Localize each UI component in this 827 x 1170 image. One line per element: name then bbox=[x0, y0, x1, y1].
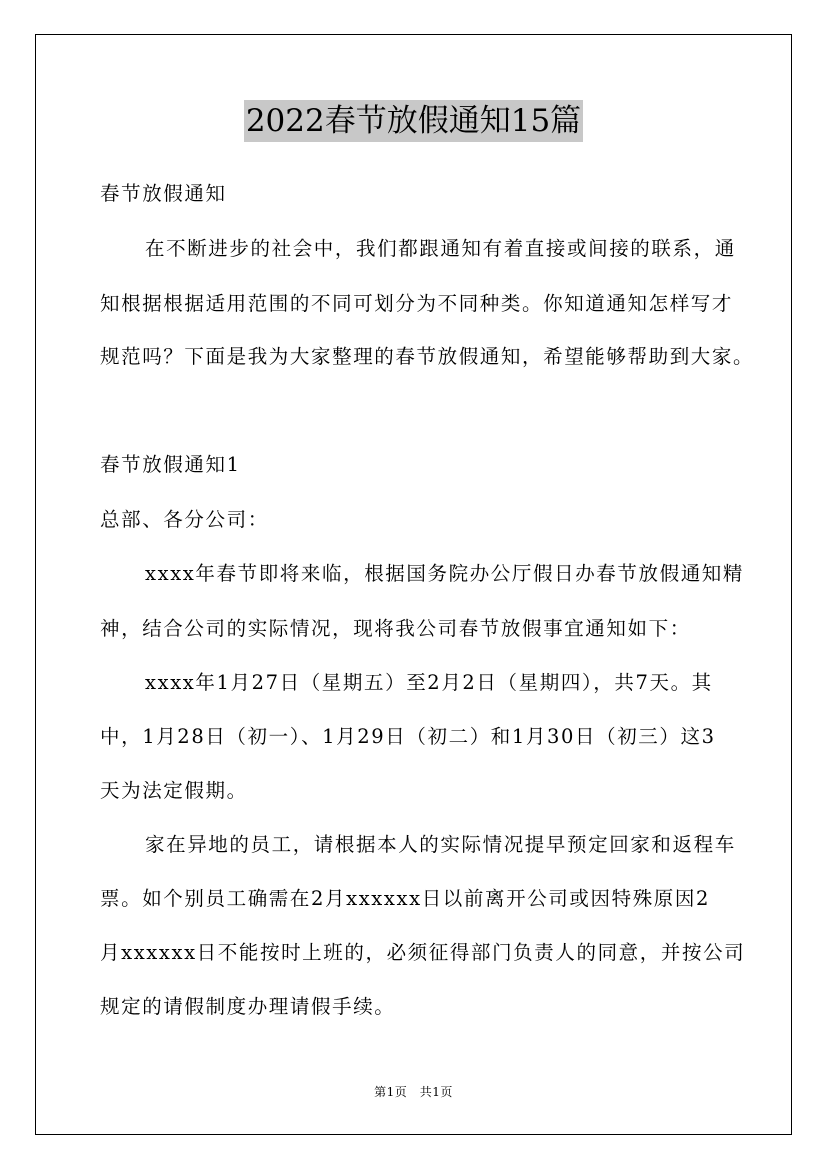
section-heading: 春节放假通知 bbox=[100, 182, 227, 205]
section-heading: 春节放假通知1 bbox=[100, 453, 241, 476]
title-container bbox=[0, 100, 827, 142]
page-footer: 第1页 共1页 bbox=[374, 1085, 453, 1099]
paragraph-line: 月xxxxxx日不能按时上班的，必须征得部门负责人的同意，并按公司 bbox=[100, 941, 746, 964]
salutation: 总部、各分公司： bbox=[100, 508, 269, 531]
paragraph-line: xxxx年春节即将来临，根据国务院办公厅假日办春节放假通知精 bbox=[145, 562, 744, 585]
document-title: 2022春节放假通知15篇 bbox=[244, 100, 583, 142]
paragraph-line: 知根据根据适用范围的不同可划分为不同种类。你知道通知怎样写才 bbox=[100, 292, 734, 315]
paragraph-line: 票。如个别员工确需在2月xxxxxx日以前离开公司或因特殊原因2 bbox=[100, 887, 710, 910]
paragraph-line: 天为法定假期。 bbox=[100, 779, 248, 802]
paragraph-line: 家在异地的员工，请根据本人的实际情况提早预定回家和返程车 bbox=[145, 833, 736, 856]
paragraph-line: 神，结合公司的实际情况，现将我公司春节放假事宜通知如下： bbox=[100, 617, 691, 640]
paragraph-line: 中，1月28日（初一）、1月29日（初二）和1月30日（初三）这3 bbox=[100, 725, 716, 748]
paragraph-line: 规定的请假制度办理请假手续。 bbox=[100, 995, 396, 1018]
paragraph-line: 规范吗？下面是我为大家整理的春节放假通知，希望能够帮助到大家。 bbox=[100, 345, 755, 368]
paragraph-line: xxxx年1月27日（星期五）至2月2日（星期四），共7天。其 bbox=[145, 671, 713, 694]
paragraph-line: 在不断进步的社会中，我们都跟通知有着直接或间接的联系，通 bbox=[145, 237, 736, 260]
